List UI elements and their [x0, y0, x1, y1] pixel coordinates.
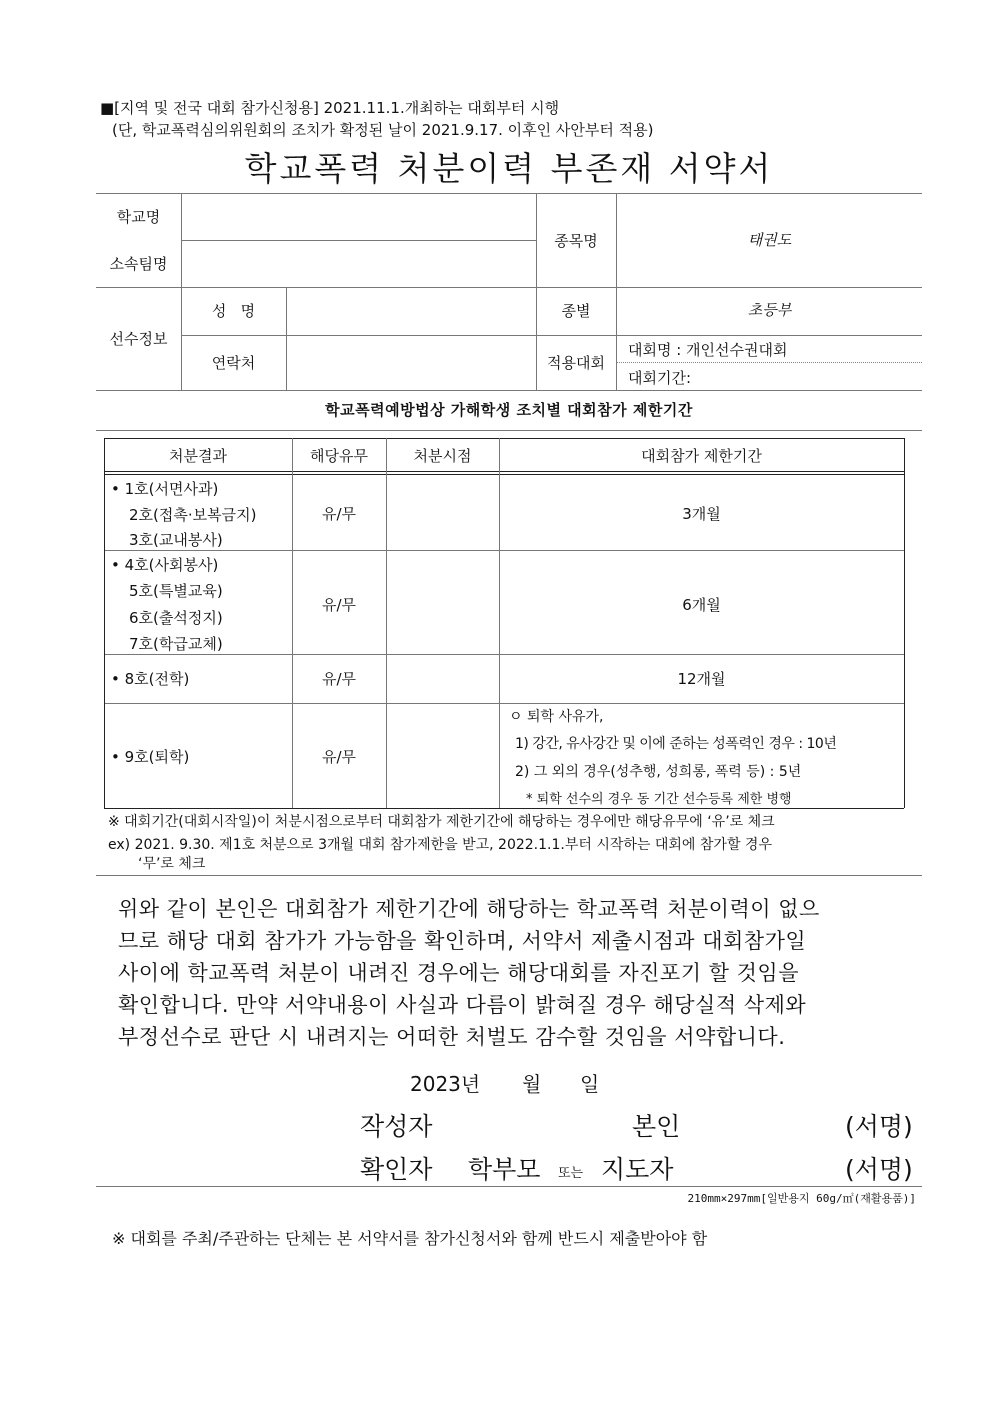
row1-time-input[interactable] [387, 475, 498, 549]
event-label: 종목명 [554, 232, 598, 250]
pledge-line-2: 므로 해당 대회 참가가 가능함을 확인하며, 서약서 제출시점과 대회참가일 [118, 929, 807, 953]
name-input[interactable] [287, 288, 535, 334]
row4-period-line-3: 2) 그 외의 경우(성추행, 성희롱, 폭력 등) : 5년 [515, 764, 802, 780]
note-2-line-1: ex) 2021. 9.30. 제1호 처분으로 3개월 대회 참가제한을 받고, 2022.1.1.부터 시작하는 대회에 참가할 경우 [108, 837, 772, 853]
final-note: ※ 대회를 주최/주관하는 단체는 본 서약서를 참가신청서와 함께 반드시 제출받아야 함 [112, 1229, 708, 1248]
row1-item-2: 2호(접촉·보복금지) [129, 506, 257, 524]
date-day: 일 [580, 1072, 600, 1096]
pledge-line-4: 확인합니다. 만약 서약내용이 사실과 다름이 밝혀질 경우 해당실적 삭제와 [118, 993, 807, 1017]
page-title: 학교폭력 처분이력 부존재 서약서 [244, 149, 774, 188]
row3-item-1: • 8호(전학) [111, 670, 190, 688]
school-label: 학교명 [116, 208, 161, 226]
contact-input[interactable] [287, 336, 535, 389]
confirmer-coach: 지도자 [601, 1155, 674, 1184]
row2-time-input[interactable] [387, 551, 498, 653]
competition-period: 대회기간: [628, 369, 692, 387]
date-year: 2023년 [410, 1072, 481, 1096]
header-result: 처분결과 [169, 447, 227, 465]
note-2-line-2: ‘무’로 체크 [138, 856, 206, 872]
header-time: 처분시점 [413, 447, 472, 465]
applied-competition-label: 적용대회 [547, 354, 605, 372]
notice-line-1: ■[지역 및 전국 대회 참가신청용] 2021.11.1.개최하는 대회부터 시행 [100, 99, 560, 117]
event-value: 태권도 [747, 231, 792, 249]
row2-item-3: 6호(출석정지) [129, 609, 223, 627]
confirmer-parent: 학부모 [468, 1155, 541, 1184]
writer-value: 본인 [632, 1112, 681, 1141]
pledge-line-5: 부정선수로 판단 시 내려지는 어떠한 처벌도 감수할 것임을 서약합니다. [118, 1025, 786, 1049]
row2-item-1: • 4호(사회봉사) [111, 556, 219, 574]
pledge-line-1: 위와 같이 본인은 대회참가 제한기간에 해당하는 학교폭력 처분이력이 없으 [118, 897, 820, 921]
pledge-line-3: 사이에 학교폭력 처분이 내려진 경우에는 해당대회를 자진포기 할 것임을 [118, 961, 799, 985]
school-input[interactable] [182, 194, 535, 240]
header-period: 대회참가 제한기간 [641, 447, 762, 465]
row4-period-line-1: ㅇ 퇴학 사유가, [509, 709, 604, 725]
row2-item-2: 5호(특별교육) [129, 582, 223, 600]
row4-item-1: • 9호(퇴학) [111, 748, 190, 766]
division-value: 초등부 [747, 301, 792, 319]
row3-time-input[interactable] [387, 655, 498, 702]
division-label: 종별 [561, 302, 591, 320]
date-month: 월 [522, 1072, 542, 1096]
competition-name: 대회명 : 개인선수권대회 [628, 341, 788, 359]
restriction-section-title: 학교폭력예방법상 가해학생 조치별 대회참가 제한기간 [325, 401, 693, 419]
row1-item-3: 3호(교내봉사) [129, 531, 223, 549]
row1-item-1: • 1호(서면사과) [111, 480, 219, 498]
row1-applicable[interactable]: 유/무 [321, 505, 357, 523]
team-label: 소속팀명 [109, 255, 168, 273]
row4-applicable[interactable]: 유/무 [321, 748, 357, 766]
row3-period: 12개월 [677, 670, 726, 688]
header-applicable: 해당유무 [310, 447, 368, 465]
row4-time-input[interactable] [387, 704, 498, 807]
confirmer-label: 확인자 [360, 1155, 433, 1184]
name-label: 성 명 [211, 302, 256, 320]
notice-line-2: (단, 학교폭력심의위원회의 조치가 확정된 날이 2021.9.17. 이후인 사안부터 적용) [112, 121, 654, 139]
note-1: ※ 대회기간(대회시작일)이 처분시점으로부터 대회참가 제한기간에 해당하는 경우에만 해당유무에 ‘유’로 체크 [108, 814, 775, 830]
row4-period-line-4: * 퇴학 선수의 경우 동 기간 선수등록 제한 병행 [526, 792, 792, 807]
writer-label: 작성자 [360, 1112, 433, 1141]
confirmer-sign[interactable]: (서명) [845, 1155, 913, 1184]
writer-sign[interactable]: (서명) [845, 1112, 913, 1141]
row1-period: 3개월 [682, 505, 721, 523]
player-info-label: 선수정보 [109, 330, 168, 348]
row2-period: 6개월 [682, 596, 721, 614]
paper-spec: 210mm×297mm[일반용지 60g/㎡(재활용품)] [687, 1192, 916, 1205]
row2-applicable[interactable]: 유/무 [321, 596, 357, 614]
row4-period-line-2: 1) 강간, 유사강간 및 이에 준하는 성폭력인 경우 : 10년 [515, 736, 837, 752]
row3-applicable[interactable]: 유/무 [321, 670, 357, 688]
row2-item-4: 7호(학급교체) [129, 635, 223, 653]
contact-label: 연락처 [211, 354, 256, 372]
confirmer-or: 또는 [558, 1166, 584, 1181]
team-input[interactable] [182, 241, 535, 287]
